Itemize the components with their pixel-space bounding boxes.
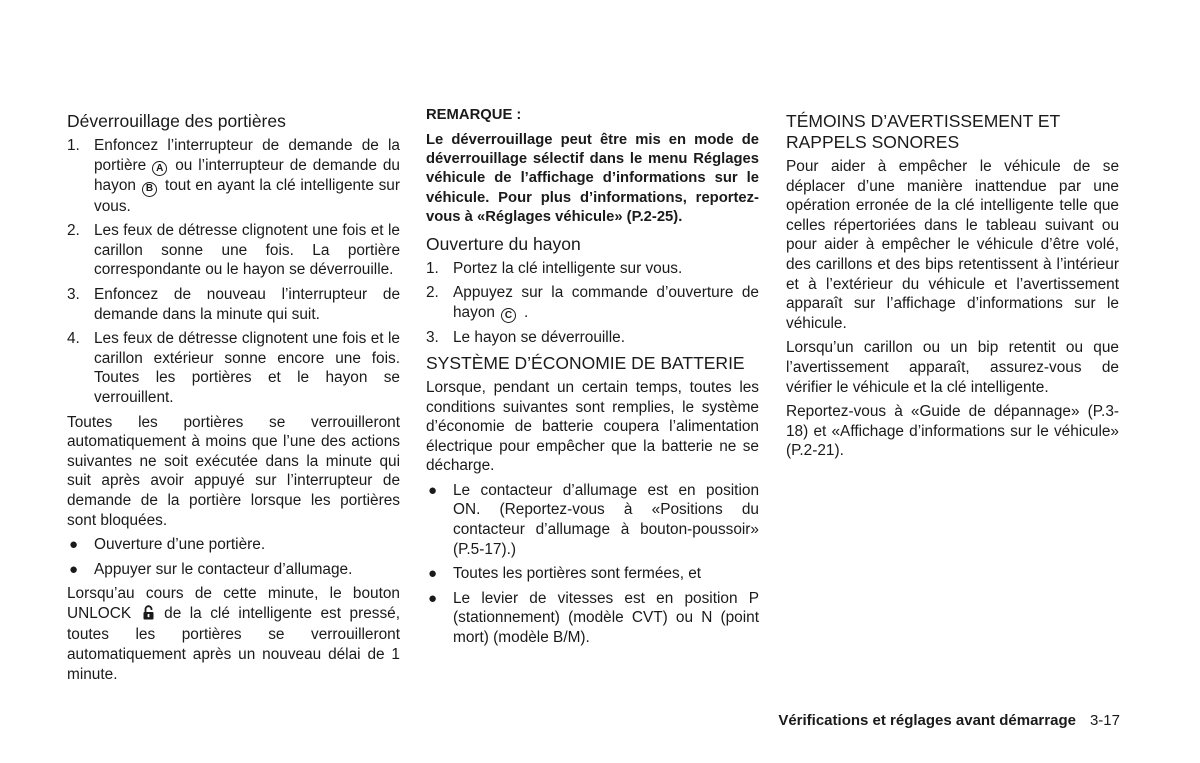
bullet-icon: ● bbox=[428, 589, 438, 607]
bullet-item bbox=[426, 564, 759, 584]
page-footer bbox=[650, 711, 1120, 730]
paragraph-unlock-button bbox=[67, 584, 400, 684]
paragraph-warnings: Pour aider à empêcher le véhicule de se déplacer d’une manière inattendue par une opération erronée de la clé intelligente telle que celles répertoriées dans le tableau suivant ou pour aider à empêcher le véhicule d’être volé, des carillons et des bips retentissent à l’intérieur et à l’extérieur du véhicule et l’avertissement apparaît sur l’affichage d’informations sur le véhicule. bbox=[786, 158, 1119, 332]
step-2 bbox=[426, 283, 759, 323]
bullet-list bbox=[426, 481, 759, 648]
bullet-list bbox=[67, 535, 400, 579]
bullet-text: Ouverture d’une portière. bbox=[94, 536, 266, 554]
tailgate-button-b-icon: B bbox=[142, 182, 157, 197]
bullet-icon: ● bbox=[428, 565, 438, 583]
paragraph-references: Reportez-vous à «Guide de dépannage» (P.3-18) et «Affichage d’informations sur le véhicule» (P.2-21). bbox=[786, 403, 1119, 460]
step-number: 2. bbox=[426, 284, 439, 302]
column-left bbox=[67, 111, 400, 689]
unlock-icon bbox=[143, 605, 154, 626]
page-number: 3-17 bbox=[1089, 712, 1120, 729]
heading-tailgate-opening: Ouverture du hayon bbox=[426, 233, 581, 254]
step-text: Portez la clé intelligente sur vous. bbox=[453, 259, 683, 277]
paragraph-auto-lock: Toutes les portières se verrouilleront automatiquement à moins que l’une des actions suivantes ne soit exécutée dans la minute qui suit après avoir appuyé sur l’interrupteur de demande de la portière lorsque les portières sont bloquées. bbox=[67, 413, 400, 529]
unlock-steps bbox=[67, 136, 400, 408]
step-number: 1. bbox=[426, 259, 439, 277]
step-text: . bbox=[523, 303, 529, 321]
step-text: ou l’interrupteur de demande du hayon bbox=[94, 156, 400, 195]
column-right bbox=[786, 111, 1119, 466]
note-body: Le déverrouillage peut être mis en mode de déverrouillage sélectif dans le menu Réglages véhicule de l’affichage d’informations sur le véhicule. Pour plus d’informations, reportez-vous à «Réglages véhicule» (P.2-25). bbox=[426, 131, 759, 226]
step-2 bbox=[67, 221, 400, 280]
bullet-text: Le levier de vitesses est en position P (stationnement) (modèle CVT) ou N (point mort) (modèle B/M). bbox=[453, 589, 759, 647]
heading-unlock-doors: Déverrouillage des portières bbox=[67, 111, 286, 131]
column-middle bbox=[426, 106, 759, 653]
step-text: Le hayon se déverrouille. bbox=[453, 329, 625, 347]
bullet-text: Le contacteur d’allumage est en position ON. (Reportez-vous à «Positions du contacteur d’allumage à bouton-poussoir» (P.5-17).) bbox=[453, 481, 759, 558]
tailgate-opener-c-icon: C bbox=[501, 308, 516, 323]
step-3 bbox=[67, 285, 400, 324]
step-number: 1. bbox=[67, 137, 80, 154]
paragraph-battery-saver: Lorsque, pendant un certain temps, toutes les conditions suivantes sont remplies, le système d’économie de batterie coupera l’alimentation électrique pour empêcher que la batterie ne se décharge. bbox=[426, 378, 759, 475]
step-number: 3. bbox=[426, 329, 439, 347]
paragraph-text: de la clé intelligente est pressé, toutes les portières se verrouilleront automatiquement après un nouveau délai de 1 minute. bbox=[67, 604, 400, 683]
step-3 bbox=[426, 328, 759, 348]
step-number: 2. bbox=[67, 222, 80, 240]
step-text: Enfoncez de nouveau l’interrupteur de demande dans la minute qui suit. bbox=[94, 285, 400, 323]
note-title: REMARQUE : bbox=[426, 107, 522, 123]
tailgate-steps bbox=[426, 259, 759, 348]
step-text: tout en ayant la clé intelligente sur vous. bbox=[94, 177, 400, 215]
step-text: Appuyez sur la commande d’ouverture de hayon bbox=[453, 284, 759, 321]
step-1 bbox=[67, 136, 400, 216]
bullet-icon: ● bbox=[428, 481, 438, 499]
heading-battery-saver: SYSTÈME D’ÉCONOMIE DE BATTERIE bbox=[426, 352, 745, 373]
heading-warnings: TÉMOINS D’AVERTISSEMENT ET RAPPELS SONORES bbox=[786, 111, 1060, 152]
paragraph-check-vehicle: Lorsqu’un carillon ou un bip retentit ou que l’avertissement apparaît, assurez-vous de vérifier le véhicule et la clé intelligente. bbox=[786, 339, 1119, 396]
paragraph-text: Lorsqu’au cours de cette minute, le bouton UNLOCK bbox=[67, 585, 400, 622]
bullet-item bbox=[426, 589, 759, 648]
bullet-item bbox=[426, 481, 759, 559]
bullet-text: Toutes les portières sont fermées, et bbox=[453, 565, 702, 583]
step-number: 3. bbox=[67, 285, 80, 303]
bullet-icon: ● bbox=[69, 536, 79, 554]
bullet-icon: ● bbox=[69, 560, 79, 578]
step-text: Enfoncez l’interrupteur de demande de la portière bbox=[94, 137, 400, 174]
step-text: Les feux de détresse clignotent une fois et le carillon extérieur sonne encore une fois. Toutes les portières et le hayon se verrouillent. bbox=[94, 330, 400, 406]
section-title: Vérifications et réglages avant démarrage bbox=[778, 712, 1076, 729]
bullet-item bbox=[67, 535, 400, 555]
bullet-text: Appuyer sur le contacteur d’allumage. bbox=[94, 560, 353, 578]
step-4 bbox=[67, 329, 400, 407]
door-button-a-icon: A bbox=[152, 161, 167, 176]
step-1 bbox=[426, 259, 759, 279]
bullet-item bbox=[67, 560, 400, 580]
step-text: Les feux de détresse clignotent une fois et le carillon sonne une fois. La portière correspondante ou le hayon se déverrouille. bbox=[94, 222, 400, 279]
step-number: 4. bbox=[67, 330, 80, 348]
